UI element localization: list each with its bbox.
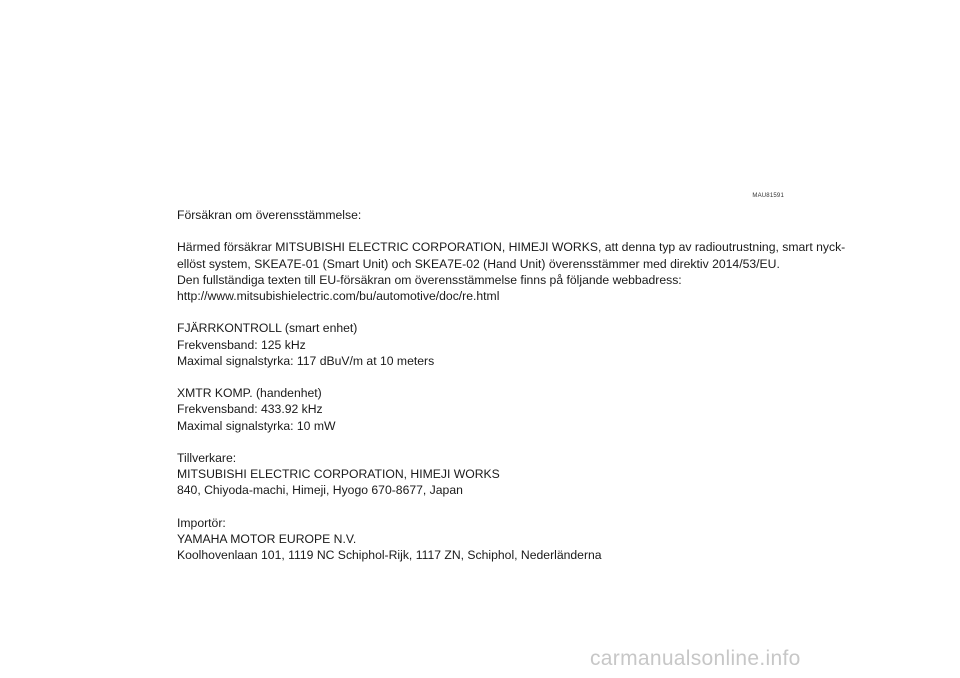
- remote-title: FJÄRRKONTROLL (smart enhet): [177, 321, 358, 336]
- declaration-text-line-3: Den fullständiga texten till EU-försäkran om överensstämmelse finns på följande webbadress:: [177, 272, 682, 287]
- manufacturer-address: 840, Chiyoda-machi, Himeji, Hyogo 670-8677, Japan: [177, 483, 463, 498]
- xmtr-signal-strength: Maximal signalstyrka: 10 mW: [177, 418, 336, 433]
- declaration-url: http://www.mitsubishielectric.com/bu/automotive/doc/re.html: [177, 289, 500, 303]
- spacer: [177, 369, 789, 385]
- importer-address: Koolhovenlaan 101, 1119 NC Schiphol-Rijk, 1117 ZN, Schiphol, Nederländerna: [177, 548, 602, 563]
- declaration-text-line-1: Härmed försäkrar MITSUBISHI ELECTRIC CORPORATION, HIMEJI WORKS, att denna typ av radioutrustning, smart nyck-: [177, 240, 846, 255]
- spacer: [177, 304, 789, 320]
- declaration-text-line-2: ellöst system, SKEA7E-01 (Smart Unit) och SKEA7E-02 (Hand Unit) överensstämmer med direktiv 2014/53/EU.: [177, 256, 780, 271]
- importer-label: Importör:: [177, 515, 226, 530]
- declaration-heading: Försäkran om överensstämmelse:: [177, 208, 362, 222]
- spacer: [177, 223, 789, 239]
- manufacturer-name: MITSUBISHI ELECTRIC CORPORATION, HIMEJI WORKS: [177, 467, 500, 482]
- xmtr-frequency-band: Frekvensband: 433.92 kHz: [177, 402, 323, 417]
- remote-frequency-band: Frekvensband: 125 kHz: [177, 337, 306, 352]
- importer-name: YAMAHA MOTOR EUROPE N.V.: [177, 531, 357, 546]
- spacer: [177, 434, 789, 450]
- document-code: MAU81591: [752, 193, 784, 199]
- spacer: [177, 499, 789, 515]
- remote-signal-strength: Maximal signalstyrka: 117 dBuV/m at 10 meters: [177, 353, 435, 368]
- declaration-content: [177, 207, 846, 563]
- xmtr-title: XMTR KOMP. (handenhet): [177, 386, 322, 401]
- watermark: carmanualsonline.info: [590, 647, 801, 670]
- manufacturer-label: Tillverkare:: [177, 450, 237, 465]
